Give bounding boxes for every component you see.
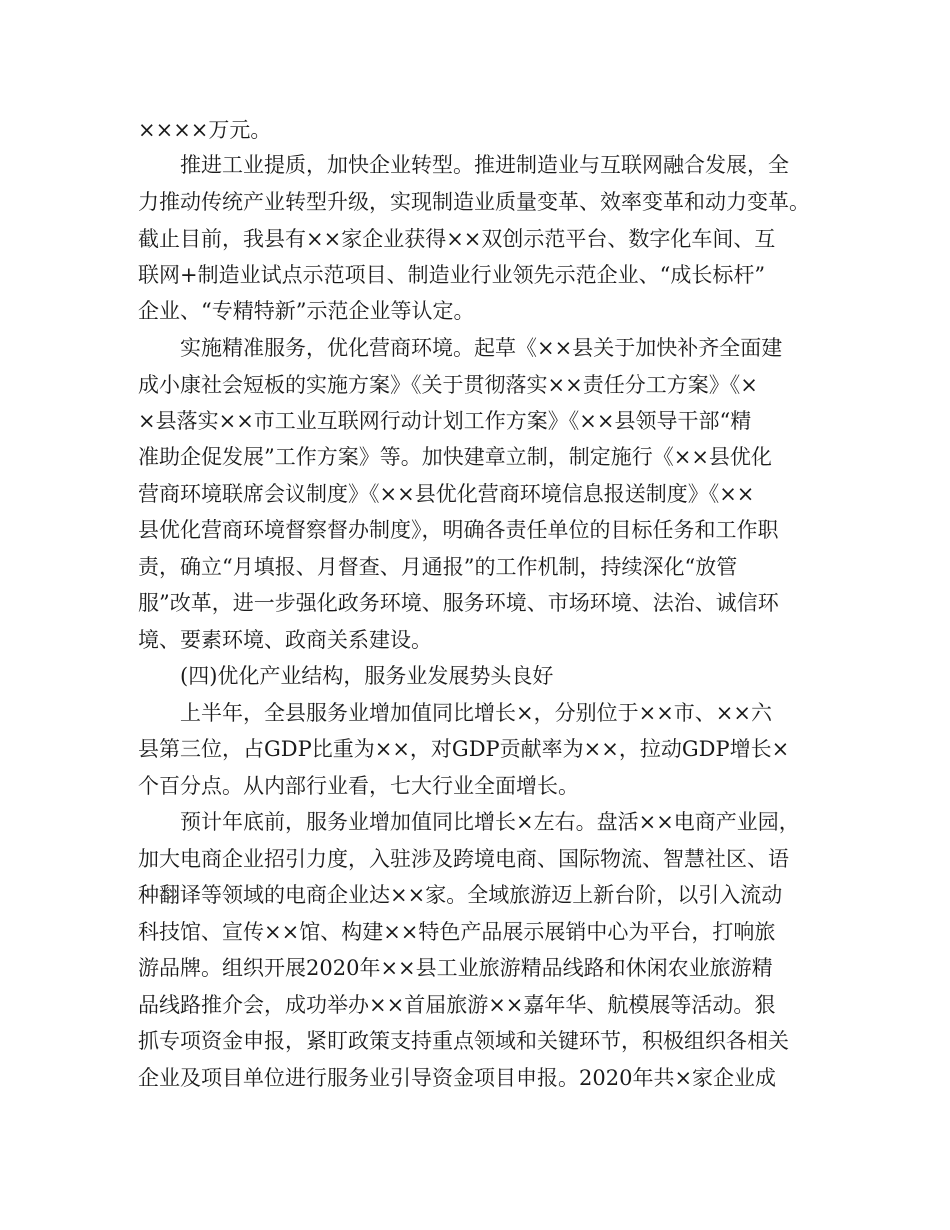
text-line: 营商环境联席会议制度》《××县优化营商环境信息报送制度》《×× bbox=[138, 482, 755, 506]
text-line: ×县落实××市工业互联网行动计划工作方案》《××县领导干部“精 bbox=[138, 409, 752, 433]
text-line: 企业、“专精特新”示范企业等认定。 bbox=[138, 299, 475, 323]
section-heading: (四)优化产业结构，服务业发展势头良好 bbox=[180, 664, 554, 688]
text-line: 县第三位，占GDP比重为××，对GDP贡献率为××，拉动GDP增长× bbox=[138, 737, 790, 761]
text-line: 准助企促发展”工作方案》等。加快建章立制，制定施行《××县优化 bbox=[138, 445, 772, 469]
text-line: 个百分点。从内部行业看，七大行业全面增长。 bbox=[138, 774, 579, 798]
text-line: 推进工业提质，加快企业转型。推进制造业与互联网融合发展，全 bbox=[180, 153, 789, 177]
text-line: 成小康社会短板的实施方案》《关于贯彻落实××责任分工方案》《× bbox=[138, 373, 758, 397]
text-line: 科技馆、宣传××馆、构建××特色产品展示展销中心为平台，打响旅 bbox=[138, 920, 776, 944]
text-line: 联网+制造业试点示范项目、制造业行业领先示范企业、“成长标杆” bbox=[138, 263, 766, 287]
text-line: 企业及项目单位进行服务业引导资金项目申报。2020年共×家企业成 bbox=[138, 1066, 777, 1090]
text-line: 力推动传统产业转型升级，实现制造业质量变革、效率变革和动力变革。 bbox=[138, 190, 810, 214]
text-line: 品线路推介会，成功举办××首届旅游××嘉年华、航模展等活动。狠 bbox=[138, 993, 776, 1017]
text-line: 责，确立“月填报、月督查、月通报”的工作机制，持续深化“放管 bbox=[138, 555, 738, 579]
text-line: 截止目前，我县有××家企业获得××双创示范平台、数字化车间、互 bbox=[138, 227, 776, 251]
text-line: 种翻译等领域的电商企业达××家。全域旅游迈上新台阶，以引入流动 bbox=[138, 883, 783, 907]
text-line: 服”改革，进一步强化政务环境、服务环境、市场环境、法治、诚信环 bbox=[138, 591, 779, 615]
text-line: 实施精准服务，优化营商环境。起草《××县关于加快补齐全面建 bbox=[180, 336, 783, 360]
text-line: 上半年，全县服务业增加值同比增长×，分别位于××市、××六 bbox=[180, 701, 772, 725]
text-line: 县优化营商环境督察督办制度》，明确各责任单位的目标任务和工作职 bbox=[138, 518, 779, 542]
text-line: 加大电商企业招引力度，入驻涉及跨境电商、国际物流、智慧社区、语 bbox=[138, 847, 789, 871]
text-line: 游品牌。组织开展2020年××县工业旅游精品线路和休闲农业旅游精 bbox=[138, 956, 773, 980]
text-line: 抓专项资金申报，紧盯政策支持重点领域和关键环节，积极组织各相关 bbox=[138, 1029, 789, 1053]
text-line: 预计年底前，服务业增加值同比增长×左右。盘活××电商产业园， bbox=[180, 810, 800, 834]
text-line: ××××万元。 bbox=[138, 118, 272, 142]
text-line: 境、要素环境、政商关系建设。 bbox=[138, 628, 432, 652]
